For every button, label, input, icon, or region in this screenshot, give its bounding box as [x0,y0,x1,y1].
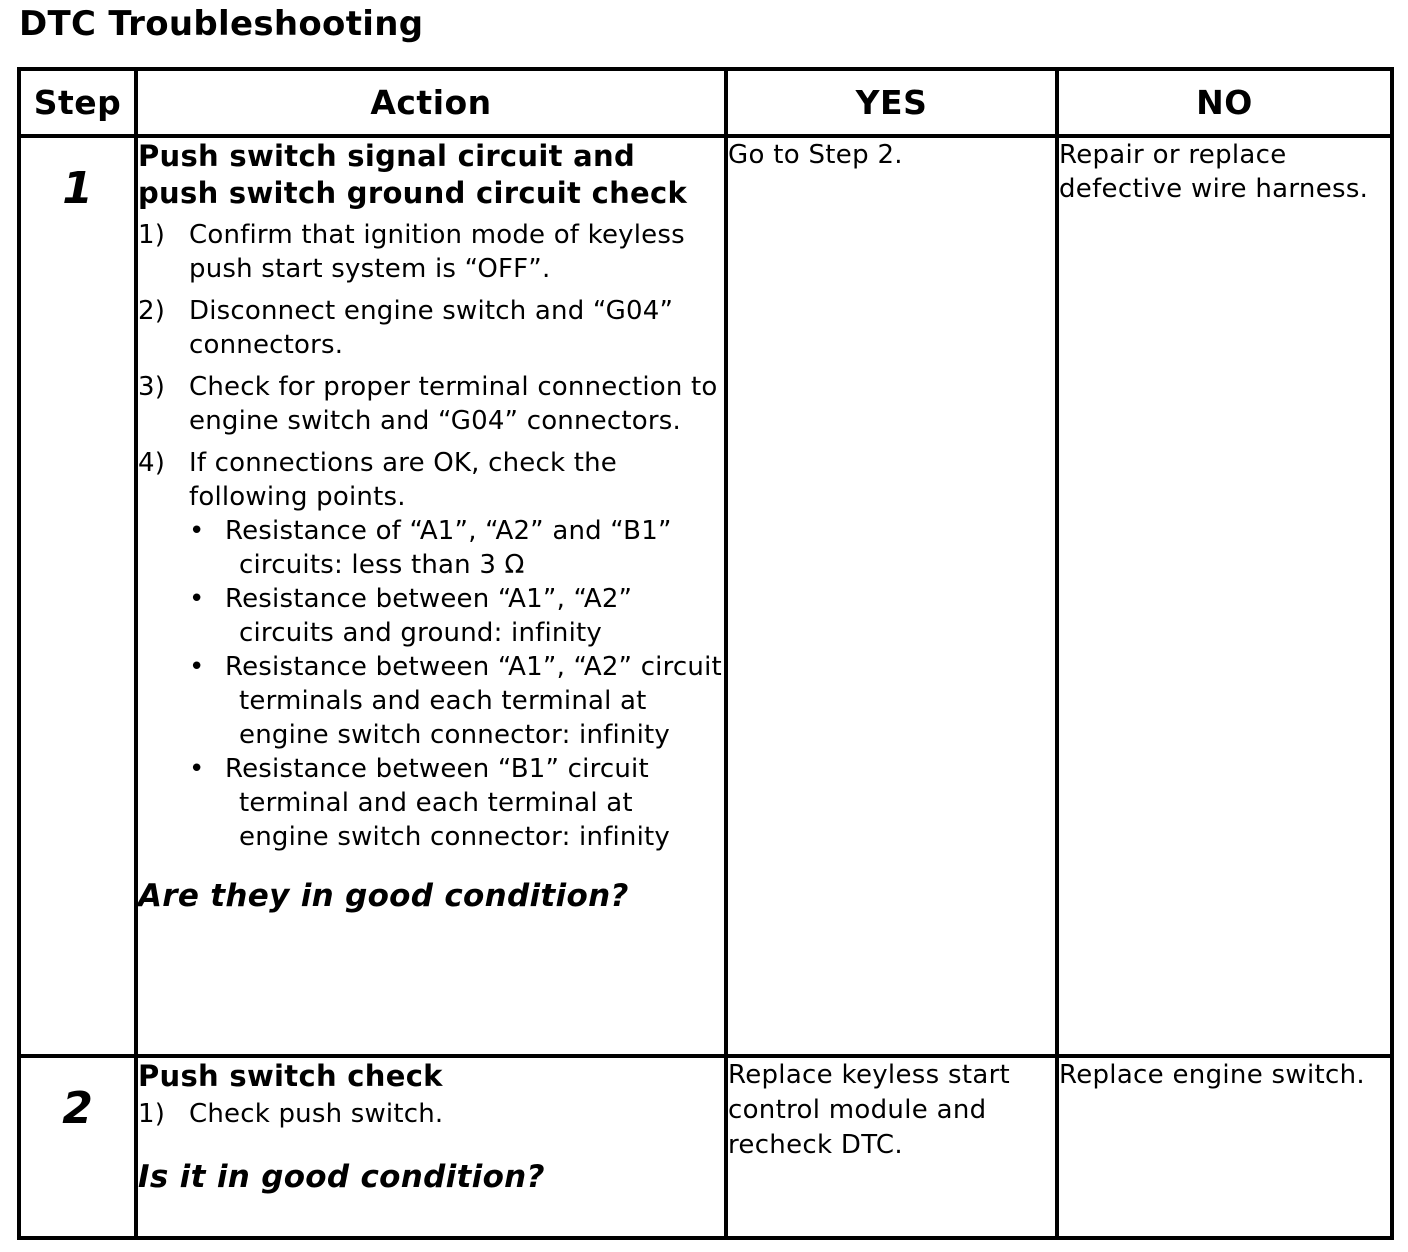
page-title: DTC Troubleshooting [19,4,424,44]
check-point-text: Resistance between “A1”, “A2” circuit terminals and each terminal at engine switch connector: infinity [225,652,722,750]
action-title: Push switch signal circuit and push switch ground circuit check [138,139,688,210]
action-step-number: 1) [138,1099,166,1129]
action-cell [136,136,726,1056]
action-step-number: 4) [138,448,166,478]
table-row-step-2 [19,1056,1392,1238]
table-header-row [19,69,1392,136]
table-row-step-1 [19,136,1392,1056]
check-point-item [189,582,724,650]
action-step-item [138,1097,724,1131]
yes-cell [726,1056,1057,1238]
yes-text: Replace keyless start control module and recheck DTC. [728,1060,1011,1160]
action-step-text: Check push switch. [189,1099,444,1129]
bullet-icon: • [189,754,205,784]
no-text: Repair or replace defective wire harness. [1059,140,1369,204]
bullet-icon: • [189,516,205,546]
action-title: Push switch check [138,1059,443,1093]
bullet-icon: • [189,584,205,614]
header-step: Step [19,69,136,136]
action-cell [136,1056,726,1238]
check-point-item [189,514,724,582]
check-point-item [189,752,724,854]
action-steps [138,218,724,854]
action-step-number: 2) [138,296,166,326]
action-step-item [138,294,724,362]
header-no: NO [1057,69,1392,136]
action-step-number: 1) [138,220,166,250]
step-number: 2 [62,1083,93,1134]
action-step-item [138,370,724,438]
step-cell [19,1056,136,1238]
action-question: Are they in good condition? [138,878,629,914]
check-points-list [189,514,724,854]
no-text: Replace engine switch. [1059,1060,1365,1090]
step-number: 1 [62,163,93,214]
no-cell [1057,1056,1392,1238]
bullet-icon: • [189,652,205,682]
yes-cell [726,136,1057,1056]
header-yes: YES [726,69,1057,136]
header-action: Action [136,69,726,136]
action-step-number: 3) [138,372,166,402]
check-point-text: Resistance between “A1”, “A2” circuits and ground: infinity [225,584,633,648]
check-point-item [189,650,724,752]
check-point-text: Resistance of “A1”, “A2” and “B1” circuits: less than 3 Ω [225,516,672,580]
action-step-text: Confirm that ignition mode of keyless push start system is “OFF”. [189,220,685,284]
action-step-item [138,446,724,854]
action-step-text: If connections are OK, check the following points. [189,448,617,512]
action-step-text: Check for proper terminal connection to engine switch and “G04” connectors. [189,372,718,436]
no-cell [1057,136,1392,1056]
step-cell [19,136,136,1056]
action-steps [138,1097,724,1131]
action-question: Is it in good condition? [138,1159,545,1195]
action-step-text: Disconnect engine switch and “G04” connectors. [189,296,674,360]
yes-text: Go to Step 2. [728,140,903,170]
check-point-text: Resistance between “B1” circuit terminal and each terminal at engine switch connector: infinity [225,754,670,852]
troubleshooting-table [17,67,1394,1240]
action-step-item [138,218,724,286]
